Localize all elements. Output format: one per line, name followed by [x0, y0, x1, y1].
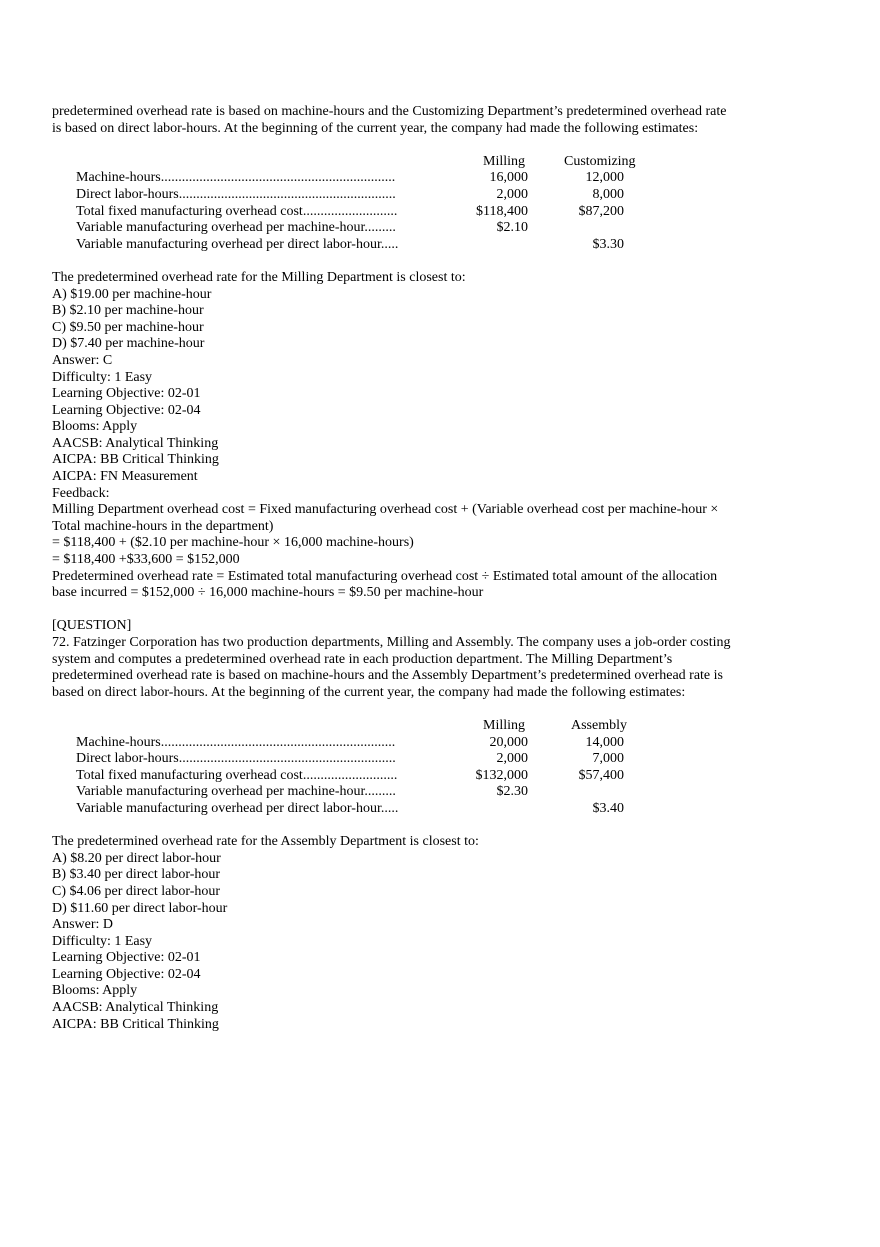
- customizing-value: 12,000: [585, 170, 624, 186]
- milling-value: $132,000: [475, 767, 528, 783]
- column-header-milling: Milling: [483, 717, 526, 733]
- text-line: system and computes a predetermined overhead rate in each production department. The Milling Department’s: [52, 651, 673, 667]
- blooms: Blooms: Apply: [52, 983, 138, 999]
- milling-value: 20,000: [489, 734, 528, 750]
- feedback-line: base incurred = $152,000 ÷ 16,000 machine-hours = $9.50 per machine-hour: [52, 585, 484, 601]
- blooms: Blooms: Apply: [52, 419, 138, 435]
- text-line: predetermined overhead rate is based on machine-hours and the Assembly Department’s predetermined overhead rate is: [52, 668, 723, 684]
- answer-key: Answer: D: [52, 917, 114, 933]
- answer-option: D) $11.60 per direct labor-hour: [52, 900, 228, 916]
- table-row: [76, 801, 776, 818]
- customizing-value: $3.30: [592, 236, 624, 252]
- milling-value: 2,000: [496, 751, 528, 767]
- text-line: based on direct labor-hours. At the beginning of the current year, the company had made the following estimates:: [52, 684, 686, 700]
- milling-value: $2.10: [496, 220, 528, 236]
- row-label: Total fixed manufacturing overhead cost...........................: [76, 767, 398, 783]
- assembly-value: $3.40: [592, 800, 624, 816]
- learning-objective: Learning Objective: 02-04: [52, 402, 201, 418]
- feedback-line: = $118,400 +$33,600 = $152,000: [52, 552, 240, 568]
- row-label: Variable manufacturing overhead per direct labor-hour.....: [76, 800, 399, 816]
- column-header-assembly: Assembly: [571, 717, 627, 733]
- question-tag: [QUESTION]: [52, 618, 132, 634]
- aicpa: AICPA: FN Measurement: [52, 469, 198, 485]
- question-2-intro: [52, 618, 752, 701]
- estimates-table-1: [76, 154, 776, 254]
- customizing-value: $87,200: [578, 203, 624, 219]
- row-label: Direct labor-hours..............................................................: [76, 751, 396, 767]
- estimates-table-2: [76, 718, 776, 818]
- aicpa: AICPA: BB Critical Thinking: [52, 1016, 219, 1032]
- learning-objective: Learning Objective: 02-04: [52, 966, 201, 982]
- milling-value: $2.30: [496, 784, 528, 800]
- row-label: Variable manufacturing overhead per machine-hour.........: [76, 784, 396, 800]
- column-header-milling: Milling: [483, 153, 526, 169]
- feedback-label: Feedback:: [52, 485, 110, 501]
- assembly-value: 14,000: [585, 734, 624, 750]
- feedback-line: = $118,400 + ($2.10 per machine-hour × 16,000 machine-hours): [52, 535, 414, 551]
- text-line: is based on direct labor-hours. At the beginning of the current year, the company had made the following estimates:: [52, 120, 699, 136]
- difficulty: Difficulty: 1 Easy: [52, 933, 153, 949]
- learning-objective: Learning Objective: 02-01: [52, 386, 201, 402]
- text-line: 72. Fatzinger Corporation has two production departments, Milling and Assembly. The company uses a job-order costing: [52, 635, 731, 650]
- row-label: Direct labor-hours..............................................................: [76, 186, 396, 202]
- learning-objective: Learning Objective: 02-01: [52, 950, 201, 966]
- question-stem: The predetermined overhead rate for the Assembly Department is closest to:: [52, 834, 479, 850]
- assembly-value: $57,400: [578, 767, 624, 783]
- answer-option: C) $9.50 per machine-hour: [52, 319, 204, 335]
- intro-paragraph: [52, 104, 752, 137]
- row-label: Variable manufacturing overhead per machine-hour.........: [76, 220, 396, 236]
- answer-option: C) $4.06 per direct labor-hour: [52, 883, 221, 899]
- milling-value: 16,000: [489, 170, 528, 186]
- table-row: [76, 204, 776, 221]
- row-label: Total fixed manufacturing overhead cost...........................: [76, 203, 398, 219]
- table-header-row: [76, 154, 776, 171]
- answer-key: Answer: C: [52, 352, 113, 368]
- difficulty: Difficulty: 1 Easy: [52, 369, 153, 385]
- question-2-body: [52, 834, 752, 1033]
- table-row: [76, 187, 776, 204]
- answer-option: A) $8.20 per direct labor-hour: [52, 850, 221, 866]
- row-label: Machine-hours...................................................................: [76, 170, 396, 186]
- table-row: [76, 237, 776, 254]
- table-row: [76, 768, 776, 785]
- feedback-line: Milling Department overhead cost = Fixed manufacturing overhead cost + (Variable overhead cost per machine-hour ×: [52, 502, 719, 518]
- row-label: Variable manufacturing overhead per direct labor-hour.....: [76, 236, 399, 252]
- table-row: [76, 784, 776, 801]
- customizing-value: 8,000: [592, 186, 624, 202]
- aacsb: AACSB: Analytical Thinking: [52, 1000, 219, 1016]
- text-line: predetermined overhead rate is based on machine-hours and the Customizing Department’s predetermined overhead rate: [52, 104, 727, 119]
- milling-value: 2,000: [496, 186, 528, 202]
- row-label: Machine-hours...................................................................: [76, 734, 396, 750]
- aicpa: AICPA: BB Critical Thinking: [52, 452, 219, 468]
- feedback-line: Predetermined overhead rate = Estimated total manufacturing overhead cost ÷ Estimated total amount of the allocation: [52, 568, 718, 584]
- column-header-customizing: Customizing: [564, 153, 636, 169]
- document-page: [52, 104, 752, 1033]
- aacsb: AACSB: Analytical Thinking: [52, 435, 219, 451]
- answer-option: D) $7.40 per machine-hour: [52, 336, 205, 352]
- milling-value: $118,400: [476, 203, 528, 219]
- feedback-line: Total machine-hours in the department): [52, 518, 274, 534]
- answer-option: A) $19.00 per machine-hour: [52, 286, 212, 302]
- table-row: [76, 751, 776, 768]
- table-row: [76, 735, 776, 752]
- table-header-row: [76, 718, 776, 735]
- question-1-body: [52, 270, 752, 602]
- table-row: [76, 170, 776, 187]
- table-row: [76, 220, 776, 237]
- assembly-value: 7,000: [592, 751, 624, 767]
- question-stem: The predetermined overhead rate for the Milling Department is closest to:: [52, 269, 466, 285]
- answer-option: B) $3.40 per direct labor-hour: [52, 867, 221, 883]
- answer-option: B) $2.10 per machine-hour: [52, 303, 204, 319]
